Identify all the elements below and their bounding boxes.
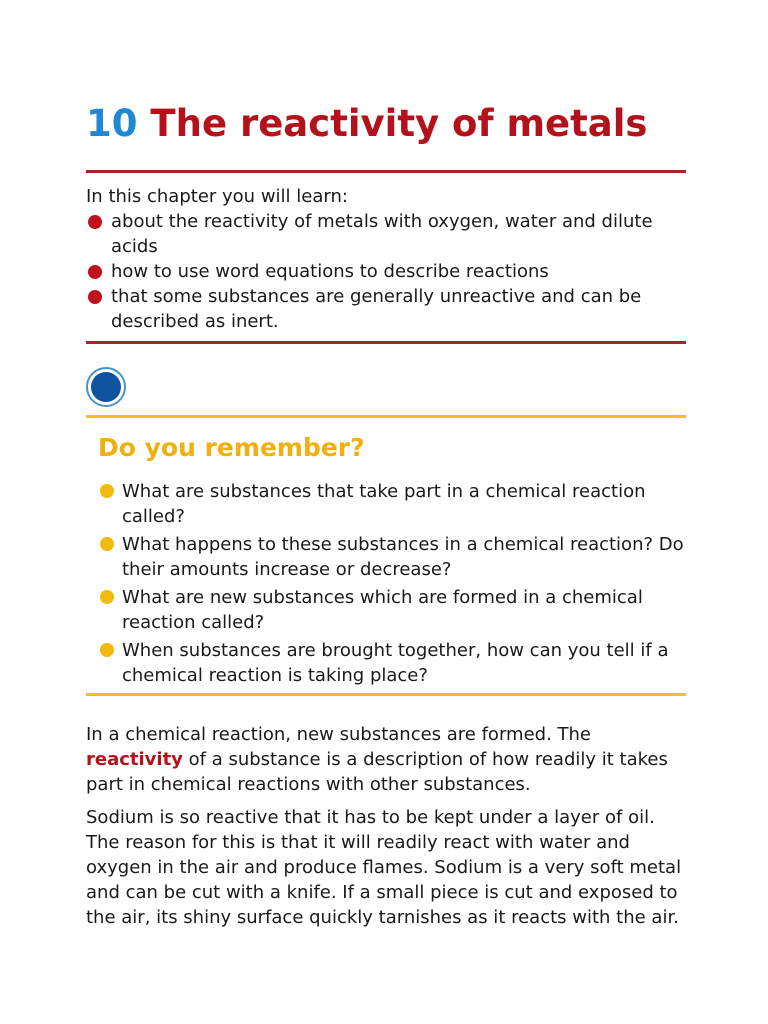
circle-badge-icon — [86, 367, 126, 407]
red-dot-bullet-icon — [88, 265, 102, 279]
remember-item — [86, 532, 686, 582]
objective-text: how to use word equations to describe reactions — [111, 261, 549, 282]
chapter-number: 10 — [86, 102, 138, 145]
paragraph-sodium: Sodium is so reactive that it has to be kept under a layer of oil. The reason for this is that it will readily react with water and oxygen in the air and produce flames. Sodium is a very soft metal and can be cut with a knife. If a small piece is cut and exposed to the air, its shiny surface quickly tarnishes as it reacts with the air. — [86, 807, 682, 928]
remember-text: What are new substances which are formed in a chemical reaction called? — [122, 587, 643, 633]
title-divider — [86, 170, 686, 173]
remember-item — [86, 479, 686, 529]
remember-text: What are substances that take part in a chemical reaction called? — [122, 481, 646, 527]
yellow-dot-bullet-icon — [100, 643, 114, 657]
red-dot-bullet-icon — [88, 215, 102, 229]
objective-item — [86, 209, 686, 259]
remember-text: When substances are brought together, how can you tell if a chemical reaction is taking place? — [122, 640, 669, 686]
yellow-dot-bullet-icon — [100, 484, 114, 498]
learning-objectives — [86, 184, 686, 334]
badge-fill — [91, 372, 121, 402]
objective-item — [86, 284, 686, 334]
paragraph-reactivity — [86, 722, 686, 797]
objectives-lead: In this chapter you will learn: — [86, 186, 348, 207]
yellow-dot-bullet-icon — [100, 537, 114, 551]
keyword-reactivity: reactivity — [86, 749, 183, 770]
body-text — [86, 722, 686, 938]
chapter-name: The reactivity of metals — [150, 102, 648, 145]
remember-top-divider — [86, 415, 686, 418]
objective-text: that some substances are generally unreactive and can be described as inert. — [111, 286, 642, 332]
objective-text: about the reactivity of metals with oxygen, water and dilute acids — [111, 211, 653, 257]
objectives-list — [86, 209, 686, 334]
remember-heading: Do you remember? — [98, 433, 365, 462]
remember-text: What happens to these substances in a chemical reaction? Do their amounts increase or decrease? — [122, 534, 684, 580]
objective-item — [86, 259, 686, 284]
paragraph-text: In a chemical reaction, new substances are formed. The — [86, 724, 591, 745]
yellow-dot-bullet-icon — [100, 590, 114, 604]
chapter-title — [86, 100, 647, 148]
paragraph-text: of a substance is a description of how readily it takes part in chemical reactions with other substances. — [86, 749, 668, 795]
remember-bottom-divider — [86, 693, 686, 696]
remember-list — [86, 479, 686, 691]
remember-item — [86, 585, 686, 635]
objectives-divider — [86, 341, 686, 344]
red-dot-bullet-icon — [88, 290, 102, 304]
remember-item — [86, 638, 686, 688]
